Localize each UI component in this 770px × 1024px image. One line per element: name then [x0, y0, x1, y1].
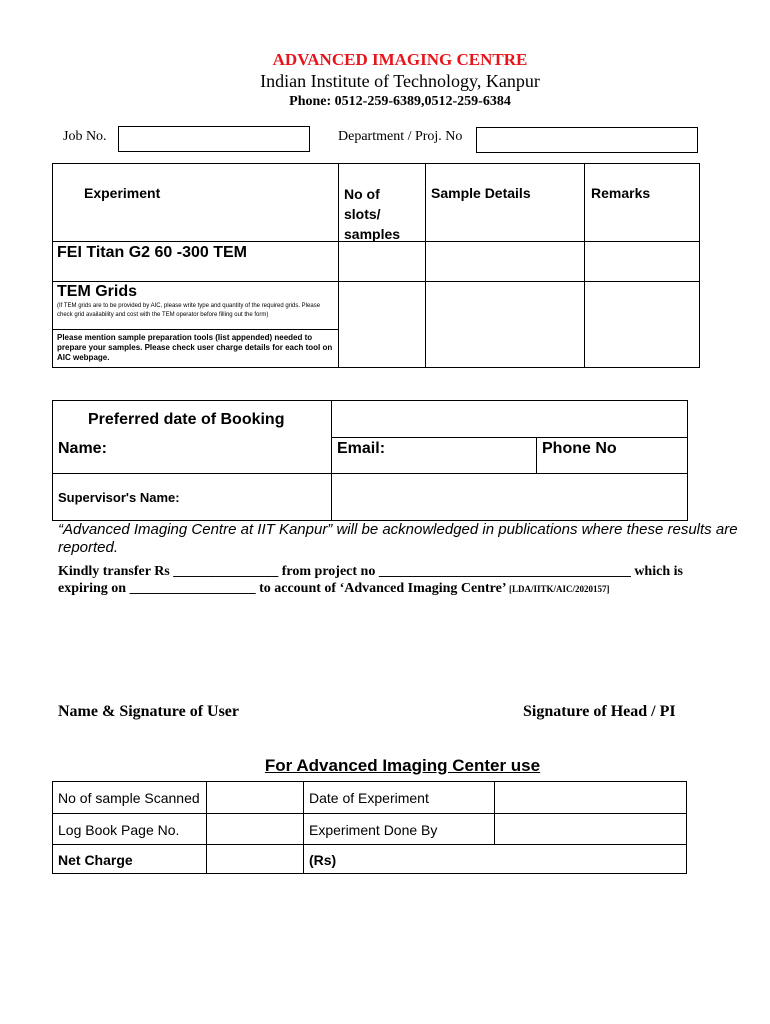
job-no-field[interactable]: [118, 126, 310, 152]
tem-grids-title: TEM Grids: [57, 283, 138, 300]
header-sample-details: Sample Details: [431, 185, 531, 201]
transfer-line-1: Kindly transfer Rs _______________ from project no ____________________________________ which is: [58, 564, 683, 579]
header-experiment: Experiment: [84, 185, 161, 201]
date-of-experiment-label: Date of Experiment: [309, 790, 429, 806]
transfer-expiring: expiring on __________________ to account of: [58, 581, 337, 596]
remarks-input[interactable]: [585, 242, 699, 367]
net-charge-label: Net Charge: [58, 852, 133, 868]
user-signature-label: Name & Signature of User: [58, 703, 240, 720]
prep-note: Please mention sample preparation tools (list appended) needed to prepare your samples. Please check user charge details for each tool on AIC webpage.: [57, 333, 333, 362]
supervisor-label: Supervisor's Name:: [58, 490, 180, 505]
log-book-label: Log Book Page No.: [58, 822, 180, 838]
log-book-input[interactable]: [207, 814, 303, 844]
head-signature-label: Signature of Head / PI: [523, 703, 676, 720]
transfer-account-name: ‘Advanced Imaging Centre’: [339, 581, 506, 596]
office-use-title: For Advanced Imaging Center use: [264, 756, 541, 775]
department-field[interactable]: [476, 127, 698, 153]
slots-input[interactable]: [339, 242, 425, 367]
tem-grids-note: (If TEM grids are to be provided by AIC, please write type and quantity of the required grids. Please check grid availability and cost with the TEM operator before filling out the form): [57, 303, 321, 318]
department-label: Department / Proj. No: [338, 129, 463, 144]
net-charge-input[interactable]: [207, 845, 303, 873]
row-divider: [331, 437, 688, 438]
rs-input[interactable]: [304, 845, 686, 873]
date-of-experiment-input[interactable]: [495, 782, 686, 813]
phone-label: Phone No: [542, 440, 617, 457]
samples-scanned-label: No of sample Scanned: [58, 790, 200, 806]
acknowledgement-text: “Advanced Imaging Centre at IIT Kanpur” will be acknowledged in publications where these results are reported.: [58, 521, 738, 556]
sample-details-input[interactable]: [426, 242, 584, 367]
supervisor-input[interactable]: [332, 474, 687, 520]
preferred-date-label: Preferred date of Booking: [88, 411, 285, 428]
preferred-date-input[interactable]: [332, 401, 687, 437]
job-no-label: Job No.: [63, 129, 107, 144]
transfer-line-2: [58, 581, 610, 597]
transfer-account-code: [LDA/IITK/AIC/2020157]: [508, 584, 610, 594]
row-divider: [52, 329, 339, 330]
experiment-done-by-label: Experiment Done By: [309, 822, 438, 838]
header-remarks: Remarks: [591, 185, 651, 201]
instrument-name: FEI Titan G2 60 -300 TEM: [57, 244, 247, 261]
name-label: Name:: [58, 440, 107, 457]
header-slots: No of slots/ samples: [344, 186, 401, 242]
rs-label: (Rs): [309, 852, 337, 868]
email-label: Email:: [337, 440, 386, 457]
institute-name: Indian Institute of Technology, Kanpur: [260, 71, 540, 91]
samples-scanned-input[interactable]: [207, 782, 303, 813]
org-title: ADVANCED IMAGING CENTRE: [272, 50, 528, 69]
phone-line: Phone: 0512-259-6389,0512-259-6384: [289, 94, 511, 109]
experiment-done-by-input[interactable]: [495, 814, 686, 844]
col-divider: [536, 437, 537, 474]
